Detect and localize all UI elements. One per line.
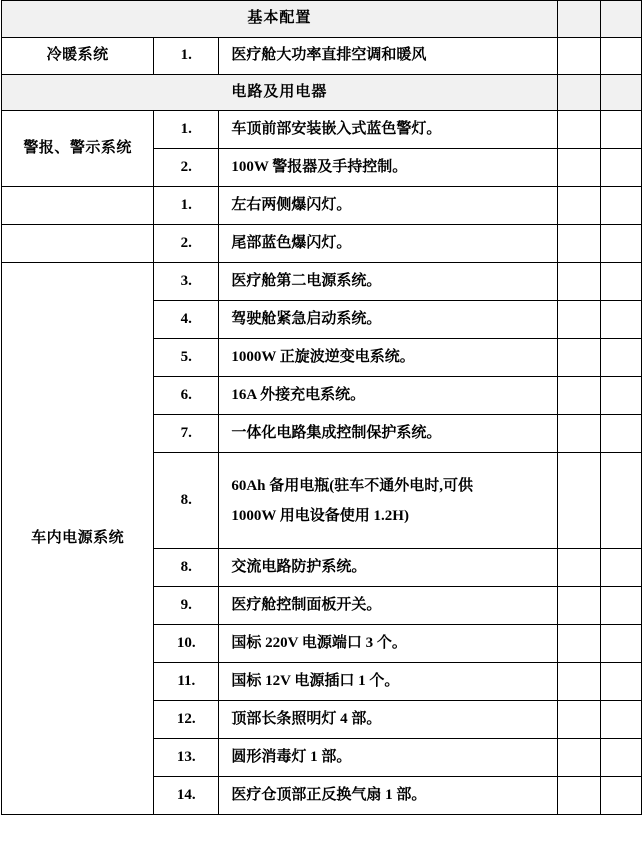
- number-cell: [154, 415, 219, 453]
- item-description: 国标 12V 电源插口 1 个。: [231, 672, 400, 689]
- item-description-multiline: [219, 464, 557, 538]
- extra-cell: [600, 739, 641, 777]
- item-number: 12.: [176, 710, 196, 727]
- extra-cell: [600, 301, 641, 339]
- number-cell: [154, 701, 219, 739]
- number-cell: [154, 225, 219, 263]
- item-description: 国标 220V 电源端口 3 个。: [231, 634, 407, 651]
- category-label-power: 车内电源系统: [31, 529, 125, 546]
- extra-mark: [558, 491, 600, 511]
- item-number: 8.: [180, 558, 192, 575]
- extra-cell: [557, 777, 600, 815]
- extra-mark: [558, 9, 600, 29]
- extra-cell: [557, 701, 600, 739]
- extra-mark: [601, 786, 641, 806]
- extra-mark: [601, 424, 641, 444]
- number-cell: [154, 187, 219, 225]
- number-cell: [154, 625, 219, 663]
- extra-mark: [558, 46, 600, 66]
- description-cell: [219, 701, 558, 739]
- category-cell: [2, 263, 154, 815]
- description-cell: [219, 663, 558, 701]
- extra-mark: [601, 196, 641, 216]
- extra-cell: [557, 625, 600, 663]
- extra-cell: [600, 663, 641, 701]
- extra-mark: [601, 158, 641, 178]
- section-heading-electrical: 电路及用电器: [2, 75, 557, 111]
- extra-mark: [558, 310, 600, 330]
- item-description: 一体化电路集成控制保护系统。: [231, 424, 442, 441]
- category-cell: [2, 187, 154, 225]
- item-number: 7.: [180, 424, 192, 441]
- extra-cell: [557, 1, 600, 38]
- table-row: [2, 187, 642, 225]
- extra-mark: [558, 710, 600, 730]
- extra-cell: [557, 339, 600, 377]
- extra-cell: [600, 453, 641, 549]
- item-number: 3.: [180, 272, 192, 289]
- item-description: 圆形消毒灯 1 部。: [231, 748, 352, 765]
- item-description: 医疗仓顶部正反换气扇 1 部。: [231, 786, 427, 803]
- extra-cell: [557, 149, 600, 187]
- extra-cell: [557, 415, 600, 453]
- extra-mark: [601, 386, 641, 406]
- section-heading-cell: [2, 74, 558, 111]
- extra-cell: [557, 663, 600, 701]
- extra-cell: [600, 187, 641, 225]
- extra-mark: [601, 9, 641, 29]
- extra-mark: [601, 748, 641, 768]
- number-cell: [154, 453, 219, 549]
- category-cell: [2, 225, 154, 263]
- specification-table: [1, 0, 642, 815]
- category-cell: [2, 111, 154, 187]
- extra-mark: [558, 272, 600, 292]
- description-cell: [219, 263, 558, 301]
- table-row: [2, 1, 642, 38]
- extra-mark: [601, 710, 641, 730]
- number-cell: [154, 149, 219, 187]
- extra-cell: [557, 37, 600, 74]
- description-cell: [219, 777, 558, 815]
- extra-cell: [557, 587, 600, 625]
- extra-mark: [601, 120, 641, 140]
- extra-cell: [557, 187, 600, 225]
- item-description: 1000W 正旋波逆变电系统。: [231, 348, 415, 365]
- extra-mark: [601, 634, 641, 654]
- item-description: 左右两侧爆闪灯。: [231, 196, 352, 213]
- description-cell: [219, 549, 558, 587]
- category-label-empty: [2, 196, 153, 216]
- extra-mark: [601, 672, 641, 692]
- extra-cell: [600, 111, 641, 149]
- extra-mark: [601, 491, 641, 511]
- extra-cell: [600, 37, 641, 74]
- description-cell: [219, 739, 558, 777]
- description-cell: [219, 377, 558, 415]
- category-cell: [2, 37, 154, 74]
- extra-cell: [600, 1, 641, 38]
- extra-cell: [600, 415, 641, 453]
- extra-cell: [557, 549, 600, 587]
- extra-mark: [558, 786, 600, 806]
- extra-mark: [558, 158, 600, 178]
- extra-cell: [600, 377, 641, 415]
- item-number: 11.: [177, 672, 196, 689]
- number-cell: [154, 301, 219, 339]
- extra-cell: [600, 149, 641, 187]
- item-description: 交流电路防护系统。: [231, 558, 367, 575]
- table-row: [2, 37, 642, 74]
- extra-mark: [558, 558, 600, 578]
- extra-cell: [557, 739, 600, 777]
- number-cell: [154, 37, 219, 74]
- description-cell: [219, 587, 558, 625]
- item-number: 5.: [180, 348, 192, 365]
- item-number: 1.: [180, 46, 192, 63]
- extra-cell: [557, 74, 600, 111]
- description-cell: [219, 301, 558, 339]
- item-number: 6.: [180, 386, 192, 403]
- item-number: 1.: [180, 120, 192, 137]
- extra-cell: [600, 339, 641, 377]
- extra-mark: [601, 596, 641, 616]
- extra-mark: [558, 82, 600, 102]
- item-number: 4.: [180, 310, 192, 327]
- extra-cell: [557, 225, 600, 263]
- description-cell: [219, 37, 558, 74]
- section-heading-basic-config: 基本配置: [2, 1, 557, 37]
- description-cell: [219, 339, 558, 377]
- extra-cell: [600, 549, 641, 587]
- category-label-hvac: 冷暖系统: [46, 46, 109, 63]
- category-label-alarm: 警报、警示系统: [23, 139, 132, 156]
- table-row: [2, 74, 642, 111]
- section-heading-cell: [2, 1, 558, 38]
- description-cell: [219, 415, 558, 453]
- extra-mark: [558, 672, 600, 692]
- extra-mark: [601, 234, 641, 254]
- item-description: 16A 外接充电系统。: [231, 386, 366, 403]
- extra-mark: [601, 82, 641, 102]
- item-description: 车顶前部安装嵌入式蓝色警灯。: [231, 120, 442, 137]
- description-cell: [219, 111, 558, 149]
- table-row: [2, 111, 642, 149]
- number-cell: [154, 263, 219, 301]
- extra-mark: [601, 46, 641, 66]
- extra-cell: [557, 263, 600, 301]
- extra-cell: [600, 777, 641, 815]
- table-row: [2, 263, 642, 301]
- description-cell: [219, 225, 558, 263]
- description-cell: [219, 453, 558, 549]
- number-cell: [154, 777, 219, 815]
- item-number: 2.: [180, 158, 192, 175]
- description-cell: [219, 187, 558, 225]
- extra-mark: [558, 424, 600, 444]
- number-cell: [154, 377, 219, 415]
- item-description: 医疗舱第二电源系统。: [231, 272, 382, 289]
- extra-cell: [600, 225, 641, 263]
- extra-mark: [558, 234, 600, 254]
- item-description: 100W 警报器及手持控制。: [231, 158, 408, 175]
- extra-cell: [600, 263, 641, 301]
- extra-mark: [558, 196, 600, 216]
- item-description: 驾驶舱紧急启动系统。: [231, 310, 382, 327]
- extra-mark: [558, 348, 600, 368]
- item-number: 10.: [176, 634, 196, 651]
- category-label-empty: [2, 234, 153, 254]
- extra-mark: [601, 558, 641, 578]
- extra-mark: [558, 120, 600, 140]
- item-description: 尾部蓝色爆闪灯。: [231, 234, 352, 251]
- extra-cell: [600, 74, 641, 111]
- item-description-line-1: 60Ah 备用电瓶(驻车不通外电时,可供: [231, 477, 473, 494]
- number-cell: [154, 587, 219, 625]
- table-row: [2, 225, 642, 263]
- item-number: 2.: [180, 234, 192, 251]
- number-cell: [154, 111, 219, 149]
- item-description: 顶部长条照明灯 4 部。: [231, 710, 382, 727]
- item-description: 医疗舱控制面板开关。: [231, 596, 382, 613]
- extra-mark: [601, 348, 641, 368]
- extra-mark: [558, 596, 600, 616]
- extra-cell: [600, 701, 641, 739]
- number-cell: [154, 549, 219, 587]
- number-cell: [154, 339, 219, 377]
- extra-mark: [558, 634, 600, 654]
- item-number: 1.: [180, 196, 192, 213]
- item-number: 8.: [180, 491, 192, 508]
- number-cell: [154, 663, 219, 701]
- number-cell: [154, 739, 219, 777]
- extra-cell: [557, 301, 600, 339]
- extra-mark: [558, 748, 600, 768]
- item-description-line-2: 1000W 用电设备使用 1.2H): [231, 507, 409, 524]
- item-description: 医疗舱大功率直排空调和暖风: [231, 46, 427, 63]
- extra-mark: [601, 272, 641, 292]
- description-cell: [219, 149, 558, 187]
- extra-cell: [600, 587, 641, 625]
- description-cell: [219, 625, 558, 663]
- extra-mark: [558, 386, 600, 406]
- extra-cell: [557, 377, 600, 415]
- item-number: 14.: [176, 786, 196, 803]
- extra-cell: [557, 453, 600, 549]
- extra-cell: [600, 625, 641, 663]
- item-number: 9.: [180, 596, 192, 613]
- item-number: 13.: [176, 748, 196, 765]
- extra-cell: [557, 111, 600, 149]
- extra-mark: [601, 310, 641, 330]
